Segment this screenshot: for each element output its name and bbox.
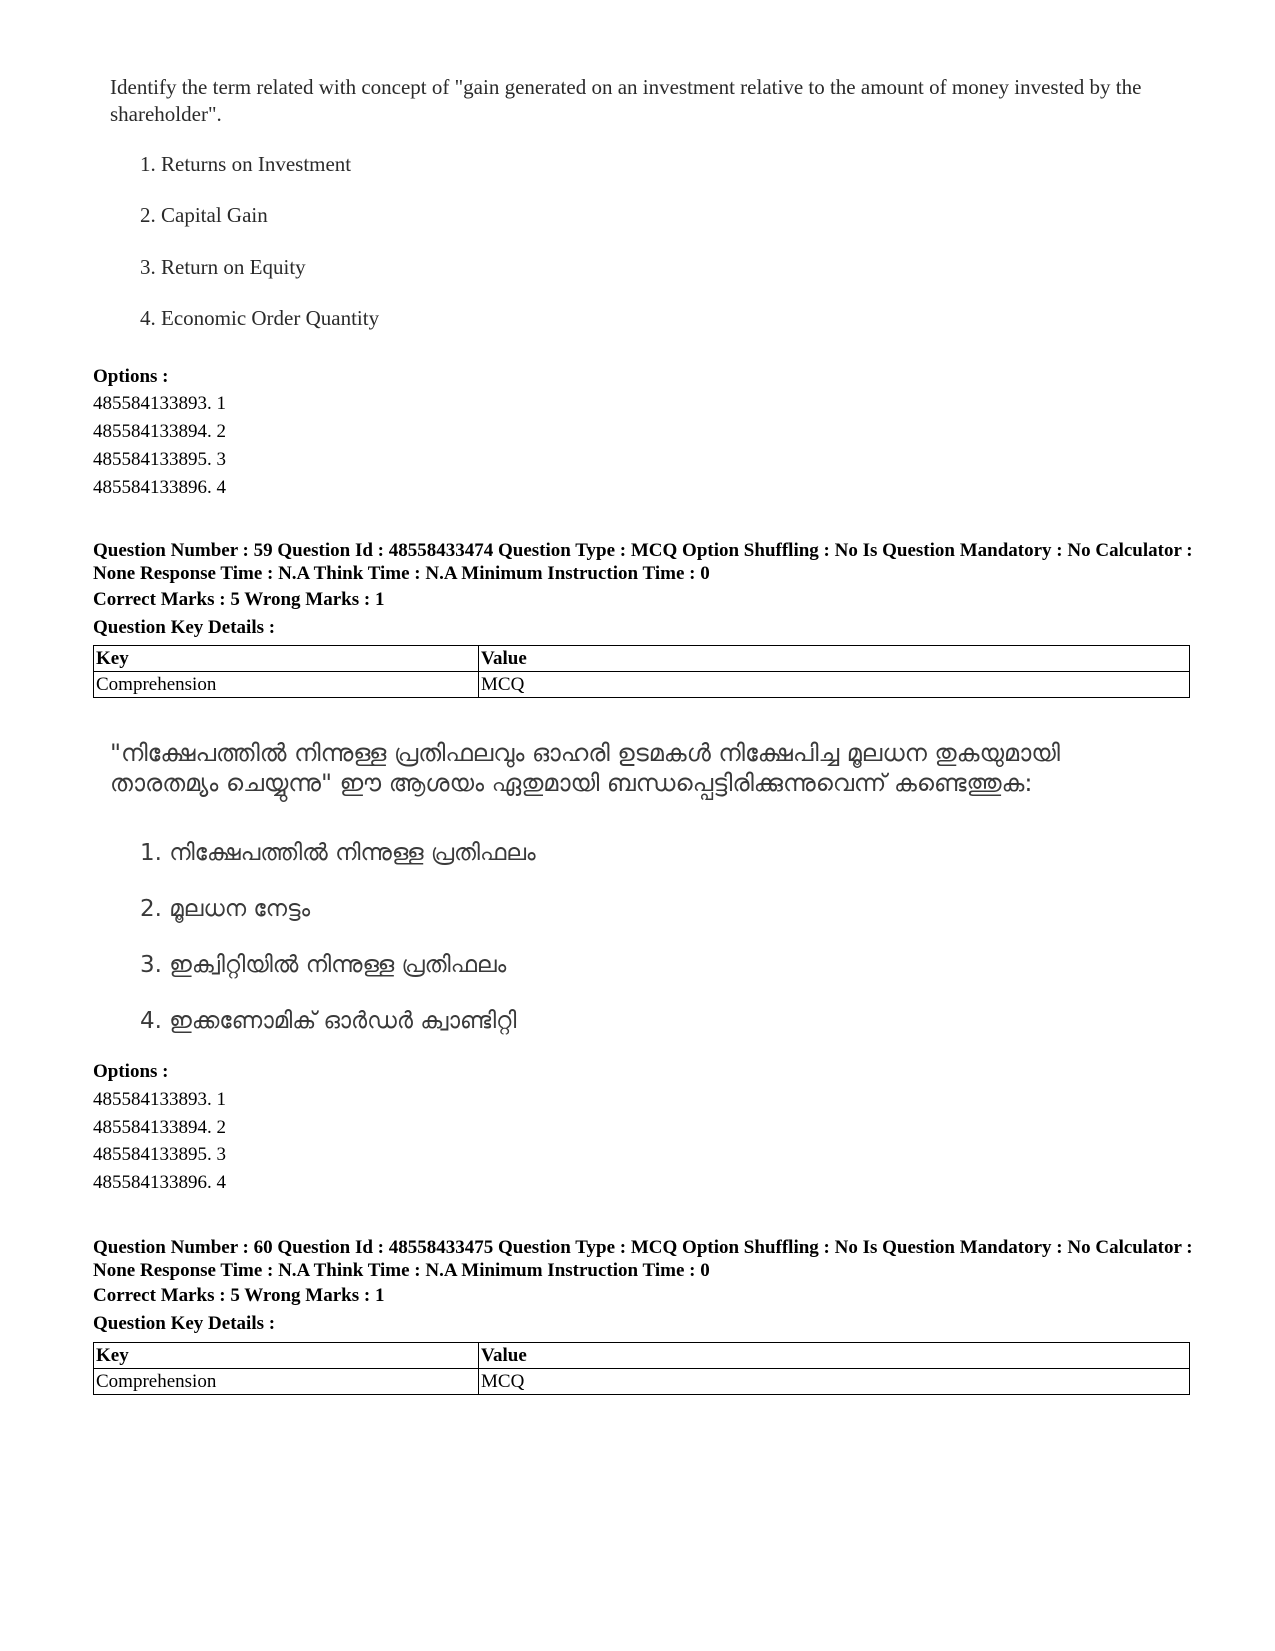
table-header-key: Key — [94, 646, 479, 672]
question-59-choice-1: 1. നിക്ഷേപത്തിൽ നിന്നുള്ള പ്രതിഫലം — [140, 840, 536, 866]
question-58-choice-4: 4. Economic Order Quantity — [140, 306, 380, 330]
question-58-option-2: 485584133894. 2 — [93, 421, 226, 442]
question-58-options-label: Options : — [93, 366, 169, 387]
question-58-option-3: 485584133895. 3 — [93, 449, 226, 470]
table-header-value: Value — [479, 646, 1190, 672]
question-59-key-details-label: Question Key Details : — [93, 617, 276, 638]
table-row — [94, 1369, 1190, 1395]
question-59-options-label: Options : — [93, 1061, 169, 1082]
question-58-option-4: 485584133896. 4 — [93, 477, 226, 498]
table-cell-value: MCQ — [479, 1369, 1190, 1395]
question-58-body — [110, 74, 1170, 330]
question-59-key-table — [93, 645, 1190, 698]
question-59-option-1: 485584133893. 1 — [93, 1089, 226, 1110]
question-59-meta: Question Number : 59 Question Id : 48558433474 Question Type : MCQ Option Shuffling : No Is Question Mandatory : No Calculator : None Response Time : N.A Think Time : N.A Minimum Instruction Time : 0 — [93, 540, 1193, 584]
table-header-row — [94, 646, 1190, 672]
question-58-choice-1: 1. Returns on Investment — [140, 152, 352, 176]
question-58-choice-3: 3. Return on Equity — [140, 255, 306, 279]
table-header-value: Value — [479, 1343, 1190, 1369]
question-60-key-table — [93, 1342, 1190, 1395]
question-58-choice-2: 2. Capital Gain — [140, 203, 268, 227]
table-header-row — [94, 1343, 1190, 1369]
question-59-stem: "നിക്ഷേപത്തിൽ നിന്നുള്ള പ്രതിഫലവും ഓഹരി ഉടമകൾ നിക്ഷേപിച്ച മൂലധന തുകയുമായി താരതമ്യം ചെയ്യുന്നു" ഈ ആശയം ഏതുമായി ബന്ധപ്പെട്ടിരിക്കുന്നുവെന്ന് കണ്ടെത്തുക: — [110, 739, 1060, 797]
question-59-choice-4: 4. ഇക്കണോമിക് ഓർഡർ ക്വാണ്ടിറ്റി — [140, 1008, 517, 1034]
table-row — [94, 672, 1190, 698]
question-59-body — [110, 738, 1170, 1034]
table-header-key: Key — [94, 1343, 479, 1369]
question-59-choice-3: 3. ഇക്വിറ്റിയിൽ നിന്നുള്ള പ്രതിഫലം — [140, 952, 507, 978]
table-cell-value: MCQ — [479, 672, 1190, 698]
question-59-option-4: 485584133896. 4 — [93, 1172, 226, 1193]
question-60-marks: Correct Marks : 5 Wrong Marks : 1 — [93, 1285, 385, 1306]
question-58-stem: Identify the term related with concept of "gain generated on an investment relative to the amount of money invested by the shareholder". — [110, 75, 1142, 126]
question-60-key-details-label: Question Key Details : — [93, 1313, 276, 1334]
question-59-choice-2: 2. മൂലധന നേട്ടം — [140, 896, 311, 922]
question-60-meta: Question Number : 60 Question Id : 48558433475 Question Type : MCQ Option Shuffling : No Is Question Mandatory : No Calculator : None Response Time : N.A Think Time : N.A Minimum Instruction Time : 0 — [93, 1237, 1193, 1281]
question-59-option-3: 485584133895. 3 — [93, 1144, 226, 1165]
question-58-option-1: 485584133893. 1 — [93, 393, 226, 414]
table-cell-key: Comprehension — [94, 1369, 479, 1395]
question-59-marks: Correct Marks : 5 Wrong Marks : 1 — [93, 589, 385, 610]
question-59-option-2: 485584133894. 2 — [93, 1117, 226, 1138]
table-cell-key: Comprehension — [94, 672, 479, 698]
